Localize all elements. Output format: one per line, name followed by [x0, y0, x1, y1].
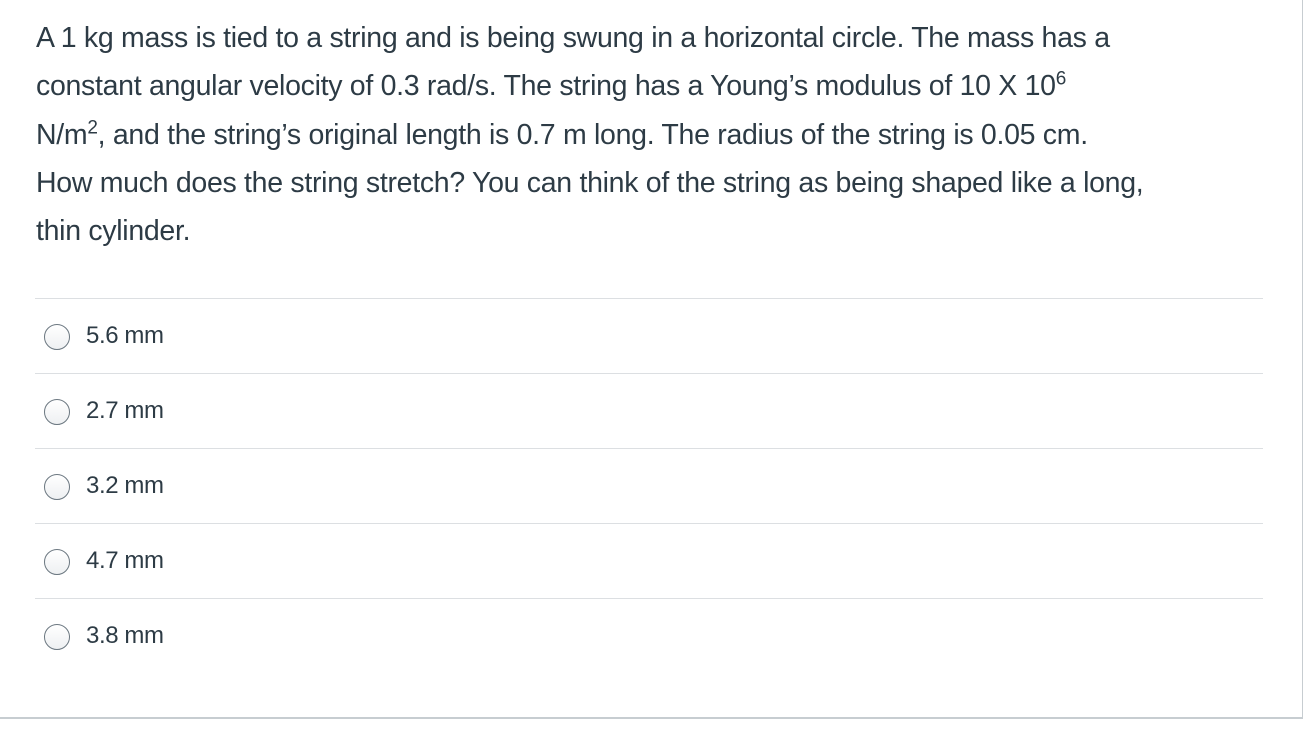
question-line: A 1 kg mass is tied to a string and is being swung in a horizontal circle. The mass has a — [36, 22, 1110, 54]
answer-list — [35, 298, 1263, 673]
answer-label[interactable]: 4.7 mm — [86, 547, 164, 574]
question-line: thin cylinder. — [36, 215, 191, 248]
answer-option[interactable] — [35, 373, 1263, 448]
answer-label[interactable]: 3.2 mm — [86, 472, 164, 499]
exponent: 6 — [1055, 68, 1067, 90]
answer-label[interactable]: 3.8 mm — [86, 622, 164, 649]
answer-label[interactable]: 5.6 mm — [86, 322, 164, 349]
question-line: How much does the string stretch? You can think of the string as being shaped like a long, — [36, 166, 1144, 199]
exponent: 2 — [87, 117, 98, 139]
question-text — [36, 14, 1276, 255]
question-line: constant angular velocity of 0.3 rad/s. The string has a Young’s modulus of 10 X 10 — [36, 70, 1056, 103]
radio-button[interactable] — [44, 324, 70, 350]
question-line: N/m — [36, 118, 88, 151]
question-line: , and the string’s original length is 0.7 m long. The radius of the string is 0.05 cm. — [97, 118, 1088, 151]
radio-button[interactable] — [44, 474, 70, 500]
radio-button[interactable] — [44, 549, 70, 575]
radio-button[interactable] — [44, 399, 70, 425]
answer-option[interactable] — [35, 448, 1263, 523]
answer-option[interactable] — [35, 298, 1263, 373]
answer-option[interactable] — [35, 523, 1263, 598]
answer-option[interactable] — [35, 598, 1263, 673]
radio-button[interactable] — [44, 624, 70, 650]
answer-label[interactable]: 2.7 mm — [86, 397, 164, 424]
